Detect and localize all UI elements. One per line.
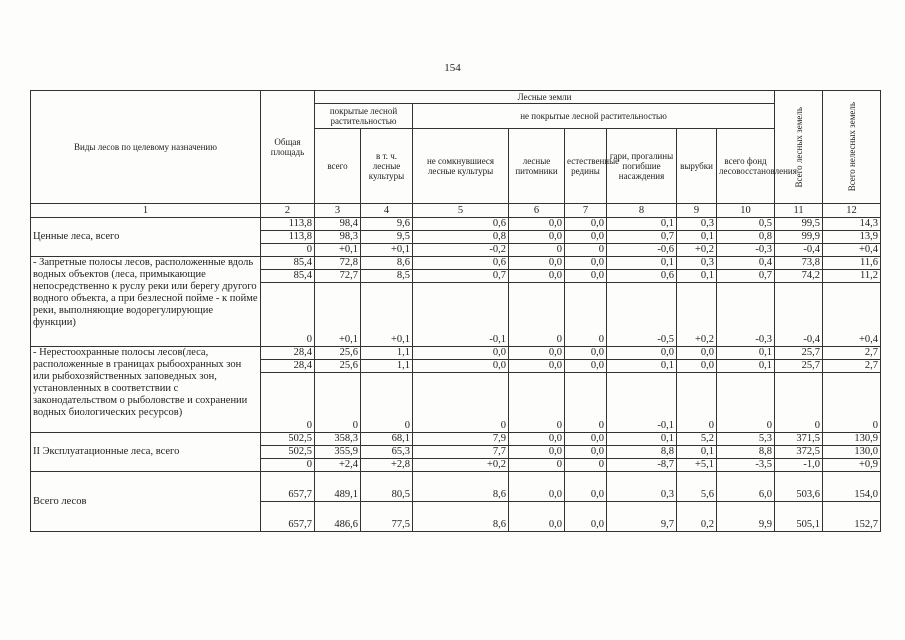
col-number: 7 bbox=[565, 204, 607, 218]
table-cell: 7,9 bbox=[413, 433, 509, 446]
table-cell: -0,3 bbox=[717, 244, 775, 257]
table-cell: 0 bbox=[775, 373, 823, 433]
table-cell: 72,8 bbox=[315, 257, 361, 270]
table-cell: 502,5 bbox=[261, 446, 315, 459]
table-cell: 0,6 bbox=[607, 270, 677, 283]
table-cell: 0,0 bbox=[509, 502, 565, 532]
table-cell: 0,0 bbox=[413, 347, 509, 360]
table-cell: 657,7 bbox=[261, 472, 315, 502]
header-total-forest-lands: Всего лесных земель bbox=[775, 91, 823, 204]
header-total-fund: всего фонд лесовосстановления bbox=[717, 129, 775, 204]
table-cell: 0,5 bbox=[717, 218, 775, 231]
table-cell: -0,5 bbox=[607, 283, 677, 347]
table-cell: 0,0 bbox=[413, 360, 509, 373]
table-cell: 0 bbox=[565, 459, 607, 472]
table-cell: 0,0 bbox=[565, 502, 607, 532]
table-cell: 2,7 bbox=[823, 360, 881, 373]
table-cell: +0,9 bbox=[823, 459, 881, 472]
header-total-nonforest-lands: Всего нелесных земель bbox=[823, 91, 881, 204]
col-number: 9 bbox=[677, 204, 717, 218]
table-cell: 0,0 bbox=[565, 257, 607, 270]
table-cell: 0,3 bbox=[607, 472, 677, 502]
table-cell: 0,8 bbox=[413, 231, 509, 244]
table-row bbox=[31, 433, 881, 446]
row-label: - Запретные полосы лесов, расположенные вдоль водных объектов (леса, примыкающие непосредственно к руслу реки или берегу другого водного объекта, а при безлесной пойме - к пойме реки, выполняющие водорегулирующие функции) bbox=[31, 257, 261, 347]
table-cell: -0,6 bbox=[607, 244, 677, 257]
table-cell: 0,0 bbox=[509, 360, 565, 373]
col-number: 1 bbox=[31, 204, 261, 218]
row-label: Ценные леса, всего bbox=[31, 218, 261, 257]
table-cell: 9,5 bbox=[361, 231, 413, 244]
table-cell: 0 bbox=[509, 283, 565, 347]
table-cell: 0 bbox=[315, 373, 361, 433]
table-cell: 0,8 bbox=[717, 231, 775, 244]
table-row bbox=[31, 472, 881, 502]
table-cell: 68,1 bbox=[361, 433, 413, 446]
table-cell: 0 bbox=[413, 373, 509, 433]
table-cell: +0,2 bbox=[413, 459, 509, 472]
table-cell: 0,1 bbox=[677, 231, 717, 244]
table-cell: 0 bbox=[823, 373, 881, 433]
table-cell: 99,9 bbox=[775, 231, 823, 244]
table-cell: 0 bbox=[677, 373, 717, 433]
table-cell: 0,0 bbox=[565, 218, 607, 231]
table-cell: 80,5 bbox=[361, 472, 413, 502]
header-not-covered: не покрытые лесной растительностью bbox=[413, 104, 775, 129]
table-row bbox=[31, 347, 881, 360]
table-cell: 0,3 bbox=[677, 257, 717, 270]
table-cell: 657,7 bbox=[261, 502, 315, 532]
table-cell: +0,4 bbox=[823, 244, 881, 257]
table-cell: 358,3 bbox=[315, 433, 361, 446]
table-cell: 0,0 bbox=[509, 231, 565, 244]
table-cell: 0,0 bbox=[565, 433, 607, 446]
header-unclosed-cultures: не сомкнувшиеся лесные культуры bbox=[413, 129, 509, 204]
table-cell: 0 bbox=[261, 373, 315, 433]
table-cell: 11,6 bbox=[823, 257, 881, 270]
table-cell: 505,1 bbox=[775, 502, 823, 532]
table-cell: 0,0 bbox=[565, 347, 607, 360]
table-cell: +0,1 bbox=[315, 283, 361, 347]
header-total-area: Общая площадь bbox=[261, 91, 315, 204]
table-cell: 0,1 bbox=[717, 347, 775, 360]
table-cell: 0,7 bbox=[607, 231, 677, 244]
table-cell: 1,1 bbox=[361, 360, 413, 373]
table-cell: 486,6 bbox=[315, 502, 361, 532]
table-cell: 0,1 bbox=[607, 218, 677, 231]
header-types: Виды лесов по целевому назначению bbox=[31, 91, 261, 204]
forest-lands-table bbox=[30, 90, 881, 532]
table-cell: 25,7 bbox=[775, 347, 823, 360]
table-cell: 0 bbox=[361, 373, 413, 433]
table-cell: 0 bbox=[261, 459, 315, 472]
table-cell: 371,5 bbox=[775, 433, 823, 446]
table-cell: 9,7 bbox=[607, 502, 677, 532]
col-number: 3 bbox=[315, 204, 361, 218]
table-cell: 0,0 bbox=[565, 360, 607, 373]
table-cell: 0,0 bbox=[565, 446, 607, 459]
table-cell: 8,6 bbox=[413, 472, 509, 502]
table-cell: -0,4 bbox=[775, 283, 823, 347]
table-cell: 77,5 bbox=[361, 502, 413, 532]
table-cell: -8,7 bbox=[607, 459, 677, 472]
table-cell: 2,7 bbox=[823, 347, 881, 360]
table-cell: 130,9 bbox=[823, 433, 881, 446]
column-number-row bbox=[31, 204, 881, 218]
table-cell: 0,1 bbox=[607, 360, 677, 373]
table-cell: 0,6 bbox=[413, 257, 509, 270]
table-cell: 0 bbox=[565, 283, 607, 347]
table-cell: 85,4 bbox=[261, 257, 315, 270]
col-number: 6 bbox=[509, 204, 565, 218]
table-cell: 0,2 bbox=[677, 502, 717, 532]
table-cell: 0,0 bbox=[677, 360, 717, 373]
table-cell: 0 bbox=[261, 283, 315, 347]
row-label: II Эксплуатационные леса, всего bbox=[31, 433, 261, 472]
table-row bbox=[31, 218, 881, 231]
table-cell: 355,9 bbox=[315, 446, 361, 459]
table-cell: +0,1 bbox=[361, 244, 413, 257]
table-cell: 0,0 bbox=[565, 270, 607, 283]
table-cell: 0,0 bbox=[509, 433, 565, 446]
table-cell: 0,0 bbox=[565, 231, 607, 244]
table-cell: 0,1 bbox=[607, 257, 677, 270]
table-cell: 0 bbox=[565, 244, 607, 257]
table-cell: 85,4 bbox=[261, 270, 315, 283]
table-cell: 0,7 bbox=[413, 270, 509, 283]
table-cell: 98,3 bbox=[315, 231, 361, 244]
table-cell: 0 bbox=[509, 459, 565, 472]
table-cell: 5,3 bbox=[717, 433, 775, 446]
header-covered: покрытые лесной растительностью bbox=[315, 104, 413, 129]
table-cell: 65,3 bbox=[361, 446, 413, 459]
table-cell: 0,4 bbox=[717, 257, 775, 270]
table-cell: -1,0 bbox=[775, 459, 823, 472]
table-cell: 25,6 bbox=[315, 347, 361, 360]
table-cell: 489,1 bbox=[315, 472, 361, 502]
col-number: 8 bbox=[607, 204, 677, 218]
col-number: 11 bbox=[775, 204, 823, 218]
table-cell: 113,8 bbox=[261, 231, 315, 244]
header-natural-gaps: естественные редины bbox=[565, 129, 607, 204]
table-cell: 113,8 bbox=[261, 218, 315, 231]
table-cell: 1,1 bbox=[361, 347, 413, 360]
table-cell: +0,1 bbox=[361, 283, 413, 347]
table-cell: 0,0 bbox=[509, 218, 565, 231]
col-number: 12 bbox=[823, 204, 881, 218]
table-cell: +2,4 bbox=[315, 459, 361, 472]
table-cell: 9,6 bbox=[361, 218, 413, 231]
table-cell: 0,1 bbox=[677, 270, 717, 283]
table-cell: 0,1 bbox=[677, 446, 717, 459]
col-number: 10 bbox=[717, 204, 775, 218]
table-cell: 9,9 bbox=[717, 502, 775, 532]
table-cell: 99,5 bbox=[775, 218, 823, 231]
table-cell: 0,1 bbox=[607, 433, 677, 446]
table-cell: +0,4 bbox=[823, 283, 881, 347]
header-nurseries: лесные питомники bbox=[509, 129, 565, 204]
table-cell: 0 bbox=[509, 373, 565, 433]
table-cell: 130,0 bbox=[823, 446, 881, 459]
table-cell: 0,0 bbox=[565, 472, 607, 502]
table-cell: 8,6 bbox=[413, 502, 509, 532]
table-cell: 0 bbox=[509, 244, 565, 257]
table-cell: 0 bbox=[717, 373, 775, 433]
table-cell: 0,0 bbox=[677, 347, 717, 360]
table-cell: -0,3 bbox=[717, 283, 775, 347]
table-cell: 152,7 bbox=[823, 502, 881, 532]
table-cell: 0,0 bbox=[509, 270, 565, 283]
table-cell: 8,6 bbox=[361, 257, 413, 270]
table-cell: +2,8 bbox=[361, 459, 413, 472]
table-cell: 74,2 bbox=[775, 270, 823, 283]
table-cell: 0,3 bbox=[677, 218, 717, 231]
page-number: 154 bbox=[444, 62, 461, 74]
table-cell: 7,7 bbox=[413, 446, 509, 459]
table-cell: 154,0 bbox=[823, 472, 881, 502]
table-cell: 28,4 bbox=[261, 347, 315, 360]
table-cell: 372,5 bbox=[775, 446, 823, 459]
table-cell: -0,1 bbox=[607, 373, 677, 433]
header-clearings: вырубки bbox=[677, 129, 717, 204]
table-cell: 8,8 bbox=[717, 446, 775, 459]
table-cell: 503,6 bbox=[775, 472, 823, 502]
table-cell: 8,5 bbox=[361, 270, 413, 283]
table-cell: 8,8 bbox=[607, 446, 677, 459]
table-cell: 25,6 bbox=[315, 360, 361, 373]
table-cell: 11,2 bbox=[823, 270, 881, 283]
table-cell: 0,0 bbox=[509, 446, 565, 459]
col-number: 5 bbox=[413, 204, 509, 218]
table-cell: 0 bbox=[565, 373, 607, 433]
header-burned: гари, прогалины погибшие насаждения bbox=[607, 129, 677, 204]
table-cell: -0,1 bbox=[413, 283, 509, 347]
table-cell: 25,7 bbox=[775, 360, 823, 373]
table-cell: +0,2 bbox=[677, 283, 717, 347]
table-cell: 5,2 bbox=[677, 433, 717, 446]
table-cell: -0,2 bbox=[413, 244, 509, 257]
table-cell: 0 bbox=[261, 244, 315, 257]
table-cell: 14,3 bbox=[823, 218, 881, 231]
table-cell: +5,1 bbox=[677, 459, 717, 472]
col-number: 2 bbox=[261, 204, 315, 218]
table-cell: 0,0 bbox=[509, 257, 565, 270]
table-row bbox=[31, 257, 881, 270]
table-cell: 6,0 bbox=[717, 472, 775, 502]
row-label: - Нерестоохранные полосы лесов(леса, расположенные в границах рыбоохранных зон или рыбохозяйственных заповедных зон, установленных в соответствии с законодательством о рыболовстве и сохранении водных биологических ресурсов) bbox=[31, 347, 261, 433]
header-covered-total: всего bbox=[315, 129, 361, 204]
table-cell: 0,0 bbox=[509, 347, 565, 360]
table-cell: 5,6 bbox=[677, 472, 717, 502]
table-cell: +0,2 bbox=[677, 244, 717, 257]
table-cell: 502,5 bbox=[261, 433, 315, 446]
header-forest-lands: Лесные земли bbox=[315, 91, 775, 104]
table-cell: 98,4 bbox=[315, 218, 361, 231]
table-cell: -0,4 bbox=[775, 244, 823, 257]
table-cell: 72,7 bbox=[315, 270, 361, 283]
col-number: 4 bbox=[361, 204, 413, 218]
table-cell: +0,1 bbox=[315, 244, 361, 257]
row-label: Всего лесов bbox=[31, 472, 261, 532]
table-cell: 73,8 bbox=[775, 257, 823, 270]
header-covered-cultures: в т. ч. лесные культуры bbox=[361, 129, 413, 204]
table-cell: 0,0 bbox=[509, 472, 565, 502]
table-cell: 13,9 bbox=[823, 231, 881, 244]
table-cell: -3,5 bbox=[717, 459, 775, 472]
table-cell: 28,4 bbox=[261, 360, 315, 373]
table-cell: 0,7 bbox=[717, 270, 775, 283]
table-cell: 0,6 bbox=[413, 218, 509, 231]
table-cell: 0,0 bbox=[607, 347, 677, 360]
table-cell: 0,1 bbox=[717, 360, 775, 373]
